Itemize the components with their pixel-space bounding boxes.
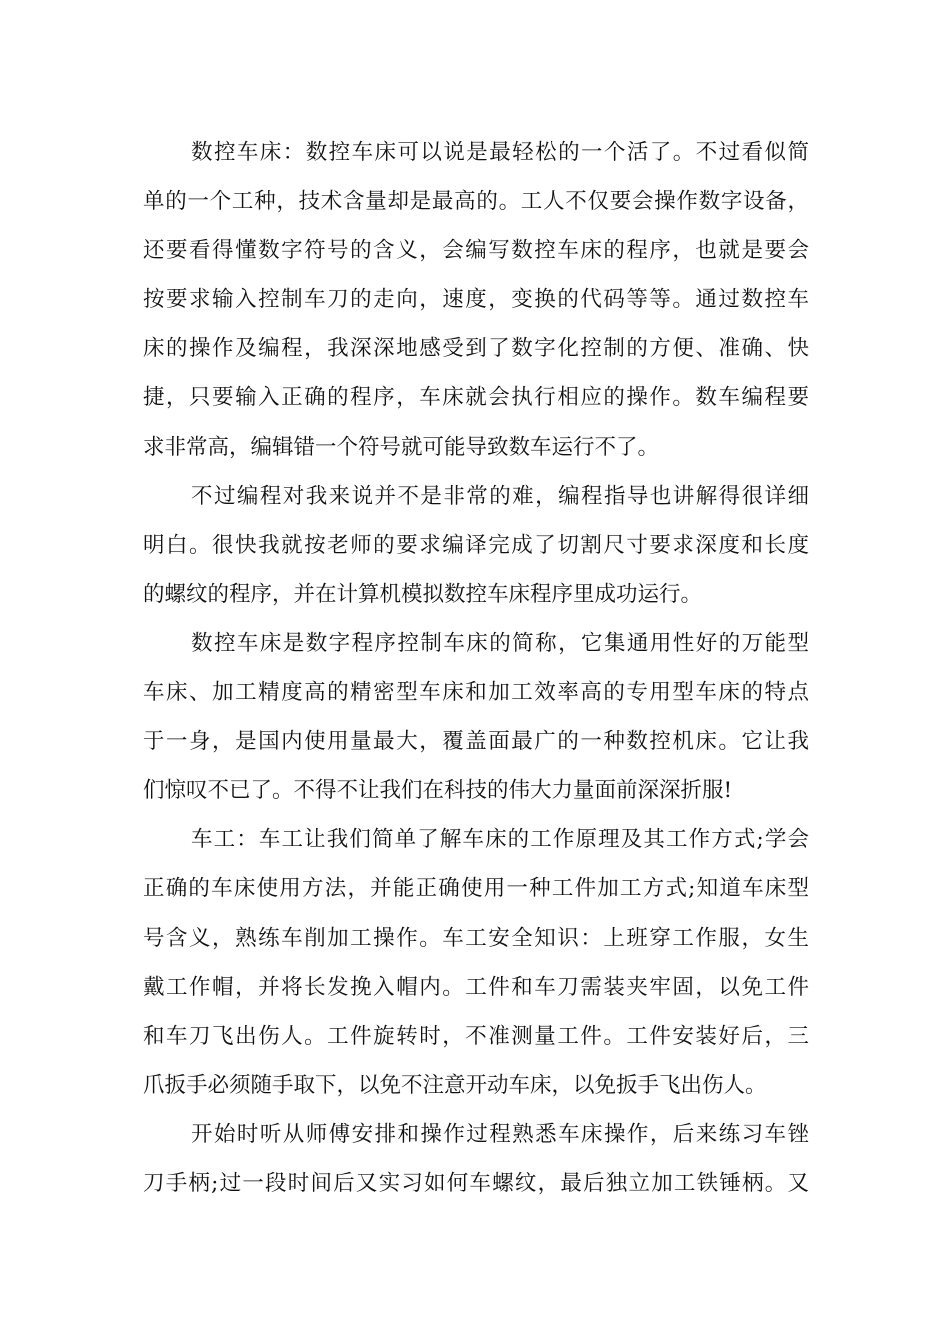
paragraph-4-line-5: 和车刀飞出伤人。工件旋转时，不准测量工件。工件安装好后，三 [143, 1023, 809, 1049]
paragraph-1-line-1: 数控车床：数控车床可以说是最轻松的一个活了。不过看似简 [191, 140, 809, 165]
paragraph-1-line-2: 单的一个工种，技术含量却是最高的。工人不仅要会操作数字设备， [143, 189, 809, 215]
paragraph-4-line-1: 车工：车工让我们简单了解车床的工作原理及其工作方式;学会 [191, 827, 809, 853]
paragraph-4-line-6: 爪扳手必须随手取下，以免不注意开动车床，以免扳手飞出伤人。 [143, 1072, 767, 1098]
paragraph-4-line-3: 号含义，熟练车削加工操作。车工安全知识：上班穿工作服，女生 [143, 925, 809, 951]
paragraph-2-line-2: 明白。很快我就按老师的要求编译完成了切割尺寸要求深度和长度 [143, 532, 809, 558]
paragraph-1-line-7: 求非常高，编辑错一个符号就可能导致数车运行不了。 [143, 434, 660, 460]
paragraph-1-line-3: 还要看得懂数字符号的含义，会编写数控车床的程序，也就是要会 [143, 238, 809, 264]
paragraph-1-line-4: 按要求输入控制车刀的走向，速度，变换的代码等等。通过数控车 [143, 287, 809, 313]
paragraph-2-line-1: 不过编程对我来说并不是非常的难，编程指导也讲解得很详细 [191, 483, 809, 509]
paragraph-2-line-3: 的螺纹的程序，并在计算机模拟数控车床程序里成功运行。 [143, 581, 703, 607]
body-text [143, 128, 809, 1208]
paragraph-3-line-2: 车床、加工精度高的精密型车床和加工效率高的专用型车床的特点 [143, 680, 809, 706]
paragraph-1-line-6: 捷，只要输入正确的程序，车床就会执行相应的操作。数车编程要 [143, 385, 809, 411]
paragraph-5-line-2: 刀手柄;过一段时间后又实习如何车螺纹，最后独立加工铁锤柄。又 [143, 1170, 809, 1196]
paragraph-3-line-3: 于一身，是国内使用量最大，覆盖面最广的一种数控机床。它让我 [143, 729, 809, 755]
paragraph-4-line-4: 戴工作帽，并将长发挽入帽内。工件和车刀需装夹牢固，以免工件 [143, 974, 809, 1000]
paragraph-5-line-1: 开始时听从师傅安排和操作过程熟悉车床操作，后来练习车锉 [191, 1121, 809, 1147]
paragraph-3-line-4: 们惊叹不已了。不得不让我们在科技的伟大力量面前深深折服! [143, 778, 733, 804]
paragraph-4-line-2: 正确的车床使用方法，并能正确使用一种工件加工方式;知道车床型 [143, 876, 809, 902]
paragraph-1-line-5: 床的操作及编程，我深深地感受到了数字化控制的方便、准确、快 [143, 336, 809, 362]
paragraph-3-line-1: 数控车床是数字程序控制车床的简称，它集通用性好的万能型 [191, 630, 809, 656]
